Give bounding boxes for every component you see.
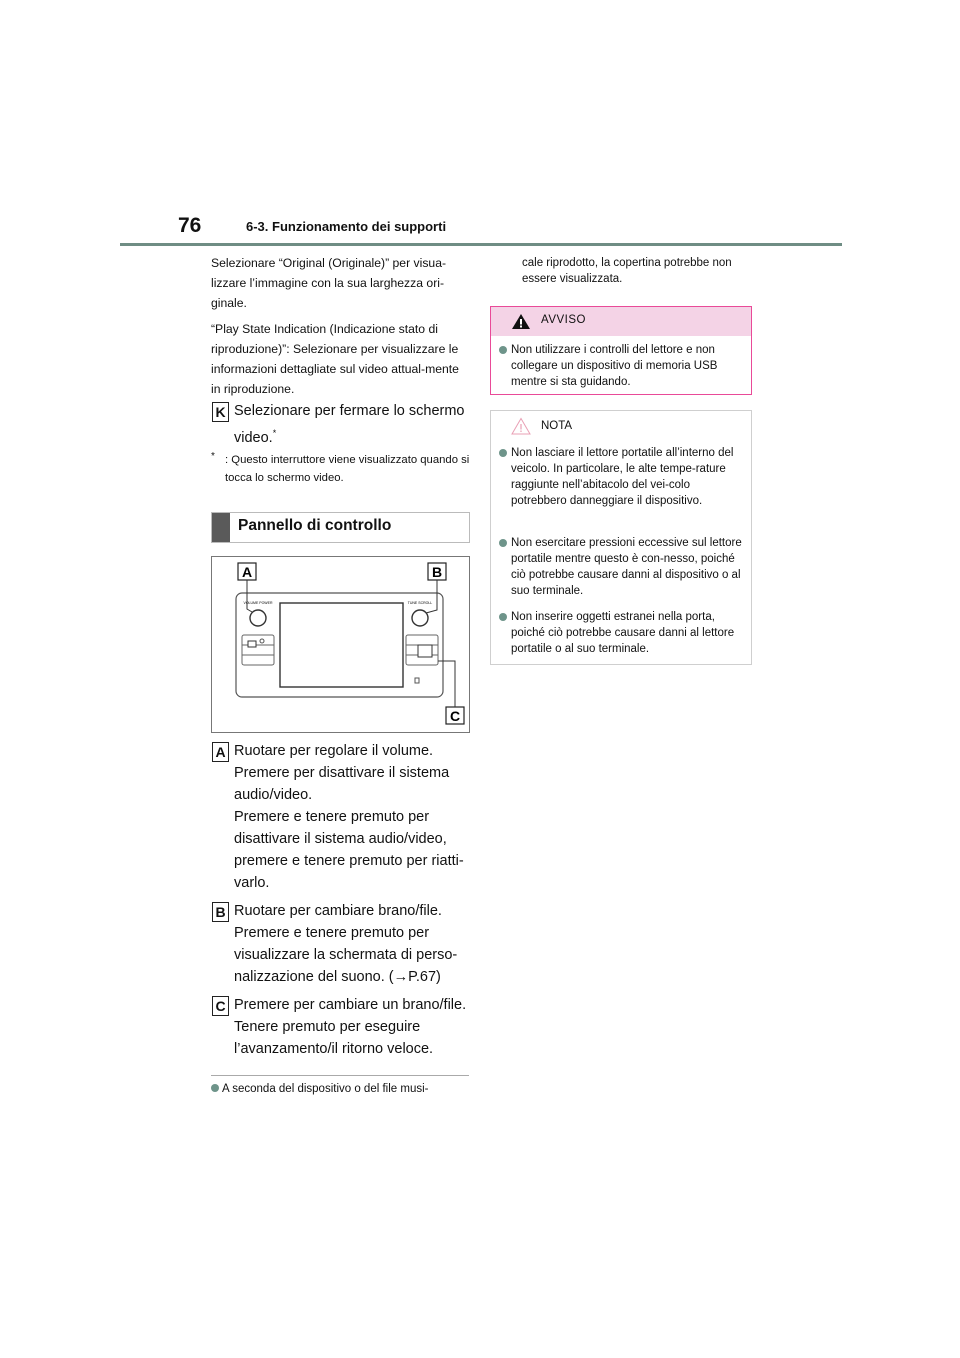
marker-a: A: [212, 742, 229, 762]
warning-header: [491, 307, 751, 336]
intro-paragraph: “Play State Indication (Indicazione stato di riproduzione)”: Selezionare per visualizzare le informazioni dettagliate sul video attual-mente in riproduzione.: [211, 322, 459, 396]
section-title: 6-3. Funzionamento dei supporti: [246, 219, 447, 234]
bullet-icon: [499, 346, 507, 354]
warning-item: [499, 342, 745, 390]
nota-text: Non inserire oggetti estranei nella porta, poiché ciò potrebbe causare danni al lettore portatile o al suo terminale.: [511, 611, 735, 655]
marker-k: K: [212, 402, 229, 422]
panel-heading: [211, 512, 470, 543]
left-knob-label: VOLUME POWER: [243, 601, 273, 605]
item-a: [212, 740, 474, 894]
marker-c: C: [212, 996, 229, 1016]
intro-text: [211, 253, 471, 405]
panel-heading-title: Pannello di controllo: [238, 517, 392, 534]
figure-label-a: A: [241, 564, 253, 580]
footnote-ref: *: [272, 428, 277, 438]
note-continuation: cale riprodotto, la copertina potrebbe non essere visualizzata.: [522, 257, 732, 285]
item-k-text: Selezionare per fermare lo schermo video.: [234, 403, 465, 446]
bullet-icon: [499, 449, 507, 457]
control-panel-illustration: [212, 557, 469, 732]
control-panel-figure: [211, 556, 470, 733]
item-k: [212, 400, 474, 449]
item-a-line: Premere per disattivare il sistema audio/video.: [234, 765, 450, 803]
warning-box: [490, 306, 752, 395]
item-b-line: Ruotare per cambiare brano/file.: [234, 903, 442, 919]
item-c: [212, 994, 474, 1060]
item-b-line: Premere e tenere premuto per visualizzare la schermata di perso-nalizzazione del suono. (→P.67): [234, 925, 458, 985]
footnote-mark: *: [211, 451, 215, 462]
nota-title: NOTA: [541, 420, 573, 432]
item-c-line: Premere per cambiare un brano/file.: [234, 997, 467, 1013]
note-text: A seconda del dispositivo o del file musi-: [222, 1083, 429, 1095]
note-item: [211, 1081, 428, 1097]
bullet-icon: [499, 539, 507, 547]
item-a-line: Premere e tenere premuto per disattivare il sistema audio/video, premere e tenere premuto per riatti-varlo.: [234, 809, 464, 891]
intro-paragraph: Selezionare “Original (Originale)” per visua-lizzare l’immagine con la sua larghezza ori-ginale.: [211, 256, 447, 310]
note-divider: [211, 1075, 469, 1076]
footnote: [211, 451, 471, 487]
nota-box: [490, 410, 752, 665]
item-a-line: Ruotare per regolare il volume.: [234, 743, 434, 759]
right-knob-label: TUNE SCROLL: [407, 601, 433, 605]
page-number: 76: [178, 214, 202, 237]
nota-text: Non lasciare il lettore portatile all’interno del veicolo. In particolare, le alte tempe-rature raggiunte nell’abitacolo del vei-colo potrebbero danneggiare il dispositivo.: [511, 447, 734, 507]
bullet-icon: [211, 1084, 219, 1092]
nota-item: [499, 535, 745, 599]
header-rule: [120, 243, 842, 246]
bullet-icon: [499, 613, 507, 621]
nota-text: Non esercitare pressioni eccessive sul lettore portatile mentre questo è con-nesso, poiché ciò potrebbe causare danni al dispositivo o al suo terminale.: [511, 537, 742, 597]
caution-icon: [511, 417, 531, 435]
nota-item: [499, 445, 745, 509]
heading-bar: [212, 513, 230, 542]
item-b: [212, 900, 474, 988]
nota-item: [499, 609, 745, 657]
footnote-text: : Questo interruttore viene visualizzato quando si tocca lo schermo video.: [225, 454, 470, 484]
warning-text: Non utilizzare i controlli del lettore e non collegare un dispositivo di memoria USB mentre si sta guidando.: [511, 344, 718, 388]
marker-b: B: [212, 902, 229, 922]
figure-label-b: B: [431, 564, 443, 580]
item-c-line: Tenere premuto per eseguire l’avanzamento/il ritorno veloce.: [234, 1019, 434, 1057]
figure-label-c: C: [449, 708, 461, 724]
warning-title: AVVISO: [541, 314, 586, 326]
warning-icon: [511, 313, 531, 330]
